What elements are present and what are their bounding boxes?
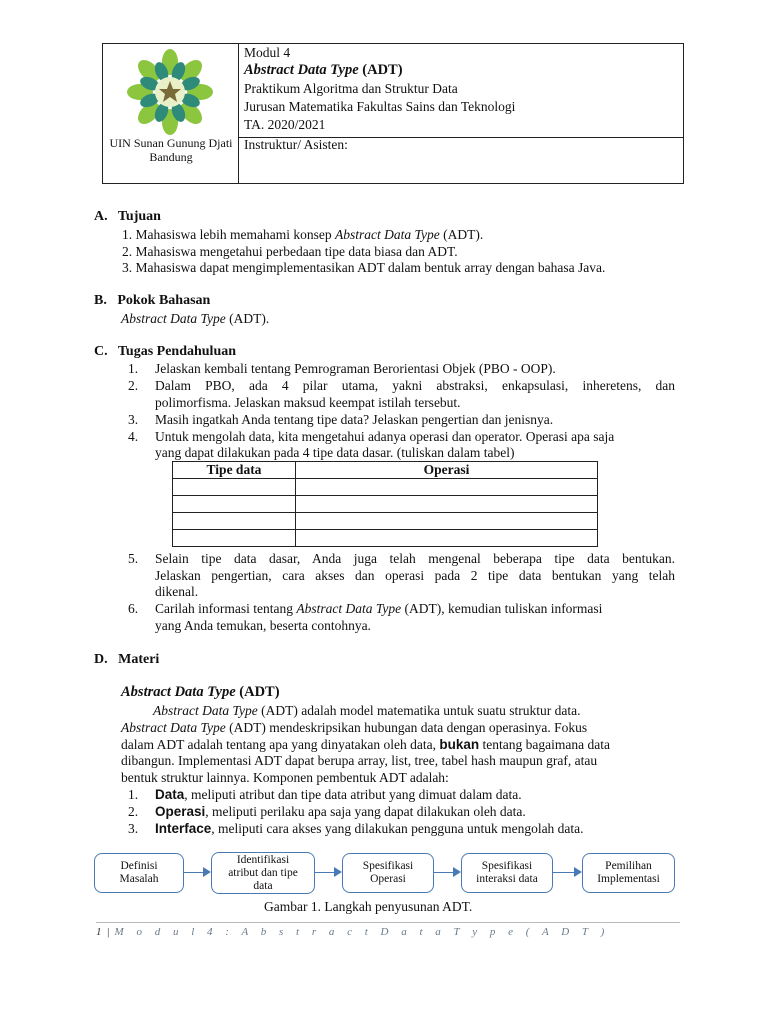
table-cell[interactable] bbox=[296, 530, 598, 547]
item-number: 1. bbox=[128, 361, 139, 376]
item-text: polimorfisma. Jelaskan maksud keempat istilah tersebut. bbox=[155, 395, 461, 410]
section-b-text: (ADT). bbox=[225, 311, 270, 326]
item-number: 3. bbox=[128, 821, 139, 836]
step-line: Spesifikasi bbox=[362, 860, 414, 872]
list-item bbox=[122, 259, 605, 276]
paragraph-line: bentuk struktur lainnya. Komponen pembentuk ADT adalah: bbox=[121, 770, 449, 785]
instructor-label: Instruktur/ Asisten: bbox=[244, 137, 348, 152]
item-text-end: (ADT). bbox=[439, 227, 484, 242]
item-number: 1. bbox=[122, 227, 133, 242]
paragraph-text: (ADT) mendeskripsikan hubungan data dengan operasinya. Fokus bbox=[225, 720, 588, 735]
table-cell[interactable] bbox=[296, 479, 598, 496]
page-number: 1 bbox=[96, 926, 107, 938]
step-line: Definisi bbox=[120, 860, 158, 872]
paragraph-line: dibangun. Implementasi ADT dapat berupa array, list, tree, tabel hash maupun graf, atau bbox=[121, 753, 598, 768]
table-row bbox=[173, 496, 598, 513]
step-line: Spesifikasi bbox=[481, 860, 533, 872]
subheading-text: (ADT) bbox=[235, 684, 280, 700]
table-row bbox=[173, 513, 598, 530]
step-line: Implementasi bbox=[597, 873, 660, 885]
flow-arrow bbox=[434, 872, 454, 873]
footer-text: M o d u l 4 : A b s t r a c t D a t a T y p e ( A D T ) bbox=[114, 926, 610, 938]
table-cell[interactable] bbox=[173, 479, 296, 496]
institution-name: UIN Sunan Gunung Djati Bandung bbox=[109, 136, 233, 164]
paragraph-text-end: tentang bagaimana data bbox=[479, 737, 610, 752]
table-cell[interactable] bbox=[296, 513, 598, 530]
table-row bbox=[173, 479, 598, 496]
table-header-cell: Operasi bbox=[296, 462, 598, 479]
paragraph-line bbox=[153, 702, 581, 719]
item-number: 6. bbox=[128, 601, 139, 616]
table-cell[interactable] bbox=[173, 513, 296, 530]
flow-step-choose-implementation bbox=[582, 853, 675, 893]
component-desc: , meliputi atribut dan tipe data atribut yang dimuat dalam data. bbox=[184, 787, 522, 802]
module-title-italic: Abstract Data Type bbox=[244, 62, 359, 78]
component-desc: , meliputi cara akses yang dilakukan pengguna untuk mengolah data. bbox=[211, 821, 584, 836]
item-number: 5. bbox=[128, 551, 139, 566]
flow-step-define-problem bbox=[94, 853, 184, 893]
operations-table bbox=[172, 461, 598, 547]
item-text: yang Anda temukan, beserta contohnya. bbox=[155, 618, 371, 633]
item-text: Jelaskan pengertian, cara akses dan operasi pada 2 tipe data bentukan yang telah bbox=[155, 568, 675, 583]
item-text: Dalam PBO, ada 4 pilar utama, yakni abstraksi, enkapsulasi, inheretens, dan bbox=[155, 378, 675, 393]
step-line: data bbox=[253, 879, 273, 892]
flow-arrow bbox=[184, 872, 204, 873]
component-desc: , meliputi perilaku apa saja yang dapat dilakukan oleh data. bbox=[205, 804, 526, 819]
section-d-heading: D. Materi bbox=[94, 652, 160, 667]
table-header-row bbox=[173, 462, 598, 479]
item-text: yang dapat dilakukan pada 4 tipe data dasar. (tuliskan dalam tabel) bbox=[155, 445, 515, 460]
item-text: Mahasiswa lebih memahami konsep bbox=[135, 227, 335, 242]
flow-step-interaction-spec bbox=[461, 853, 553, 893]
module-title bbox=[244, 62, 403, 79]
section-b-heading: B. Pokok Bahasan bbox=[94, 293, 211, 308]
step-line: Pemilihan bbox=[605, 860, 652, 872]
item-number: 3. bbox=[122, 260, 133, 275]
section-c-heading: C. Tugas Pendahuluan bbox=[94, 344, 237, 359]
paragraph-bold: bukan bbox=[439, 737, 480, 752]
component-name: Operasi bbox=[155, 804, 206, 819]
item-text bbox=[155, 600, 602, 617]
item-text: Untuk mengolah data, kita mengetahui adanya operasi dan operator. Operasi apa saja bbox=[155, 429, 615, 444]
subheading-italic: Abstract Data Type bbox=[121, 684, 236, 700]
item-text-italic: Abstract Data Type bbox=[334, 227, 440, 242]
item-number: 2. bbox=[128, 804, 139, 819]
paragraph-text: dalam ADT adalah tentang apa yang dinyatakan oleh data, bbox=[121, 737, 440, 752]
department-name: Jurusan Matematika Fakultas Sains dan Teknologi bbox=[244, 99, 516, 114]
item-text: Mahasiswa mengetahui perbedaan tipe data biasa dan ADT. bbox=[135, 244, 458, 259]
paragraph-italic: Abstract Data Type bbox=[121, 720, 226, 735]
section-b-italic: Abstract Data Type bbox=[121, 311, 226, 326]
item-text: Mahasiswa dapat mengimplementasikan ADT dalam bentuk array dengan bahasa Java. bbox=[135, 260, 606, 275]
component-name: Data bbox=[155, 787, 185, 802]
table-cell[interactable] bbox=[173, 530, 296, 547]
table-row bbox=[173, 530, 598, 547]
page-footer bbox=[96, 926, 609, 938]
component-name: Interface bbox=[155, 821, 212, 836]
academic-year: TA. 2020/2021 bbox=[244, 117, 326, 132]
item-text-end: (ADT), kemudian tuliskan informasi bbox=[401, 601, 603, 616]
table-cell[interactable] bbox=[296, 496, 598, 513]
item-number: 3. bbox=[128, 412, 139, 427]
component-item bbox=[155, 803, 526, 820]
arrow-head-icon bbox=[203, 867, 211, 877]
arrow-head-icon bbox=[334, 867, 342, 877]
flow-arrow bbox=[553, 872, 575, 873]
item-text-start: Carilah informasi tentang bbox=[155, 601, 297, 616]
component-item bbox=[155, 786, 522, 803]
list-item bbox=[122, 243, 458, 260]
paragraph-line bbox=[121, 719, 587, 736]
course-name: Praktikum Algoritma dan Struktur Data bbox=[244, 81, 458, 96]
paragraph-text: (ADT) adalah model matematika untuk suatu struktur data. bbox=[257, 703, 581, 718]
section-b-body bbox=[121, 310, 269, 327]
item-text: Selain tipe data dasar, Anda juga telah mengenal beberapa tipe data bentukan. bbox=[155, 551, 675, 566]
item-number: 1. bbox=[128, 787, 139, 802]
item-text: Jelaskan kembali tentang Pemrograman Berorientasi Objek (PBO - OOP). bbox=[155, 361, 556, 376]
module-number: Modul 4 bbox=[244, 45, 291, 60]
footer-divider bbox=[96, 922, 680, 923]
step-line: Identifikasi bbox=[236, 853, 290, 866]
item-number: 2. bbox=[122, 244, 133, 259]
step-line: atribut dan tipe bbox=[228, 866, 298, 879]
step-line: Operasi bbox=[370, 873, 406, 885]
university-logo bbox=[120, 46, 220, 136]
item-text: dikenal. bbox=[155, 584, 199, 599]
step-line: Masalah bbox=[119, 873, 159, 885]
paragraph-line bbox=[121, 736, 610, 753]
paragraph-italic: Abstract Data Type bbox=[153, 703, 258, 718]
component-item bbox=[155, 820, 584, 837]
logo-cell bbox=[103, 44, 239, 183]
item-number: 4. bbox=[128, 429, 139, 444]
item-text: Masih ingatkah Anda tentang tipe data? Jelaskan pengertian dan jenisnya. bbox=[155, 412, 554, 427]
table-cell[interactable] bbox=[173, 496, 296, 513]
flow-arrow bbox=[315, 872, 335, 873]
figure-caption: Gambar 1. Langkah penyusunan ADT. bbox=[264, 899, 473, 914]
flow-step-identify-attributes bbox=[211, 852, 315, 894]
table-header-cell: Tipe data bbox=[173, 462, 296, 479]
footer-separator: | bbox=[106, 926, 115, 938]
section-a-heading: A. Tujuan bbox=[94, 209, 161, 224]
step-line: interaksi data bbox=[476, 873, 538, 885]
flow-step-operation-spec bbox=[342, 853, 434, 893]
module-title-suffix: (ADT) bbox=[362, 62, 403, 78]
item-number: 2. bbox=[128, 378, 139, 393]
list-item bbox=[122, 226, 483, 243]
item-text-italic: Abstract Data Type bbox=[296, 601, 402, 616]
section-d-subheading bbox=[121, 684, 280, 701]
arrow-head-icon bbox=[453, 867, 461, 877]
arrow-head-icon bbox=[574, 867, 582, 877]
